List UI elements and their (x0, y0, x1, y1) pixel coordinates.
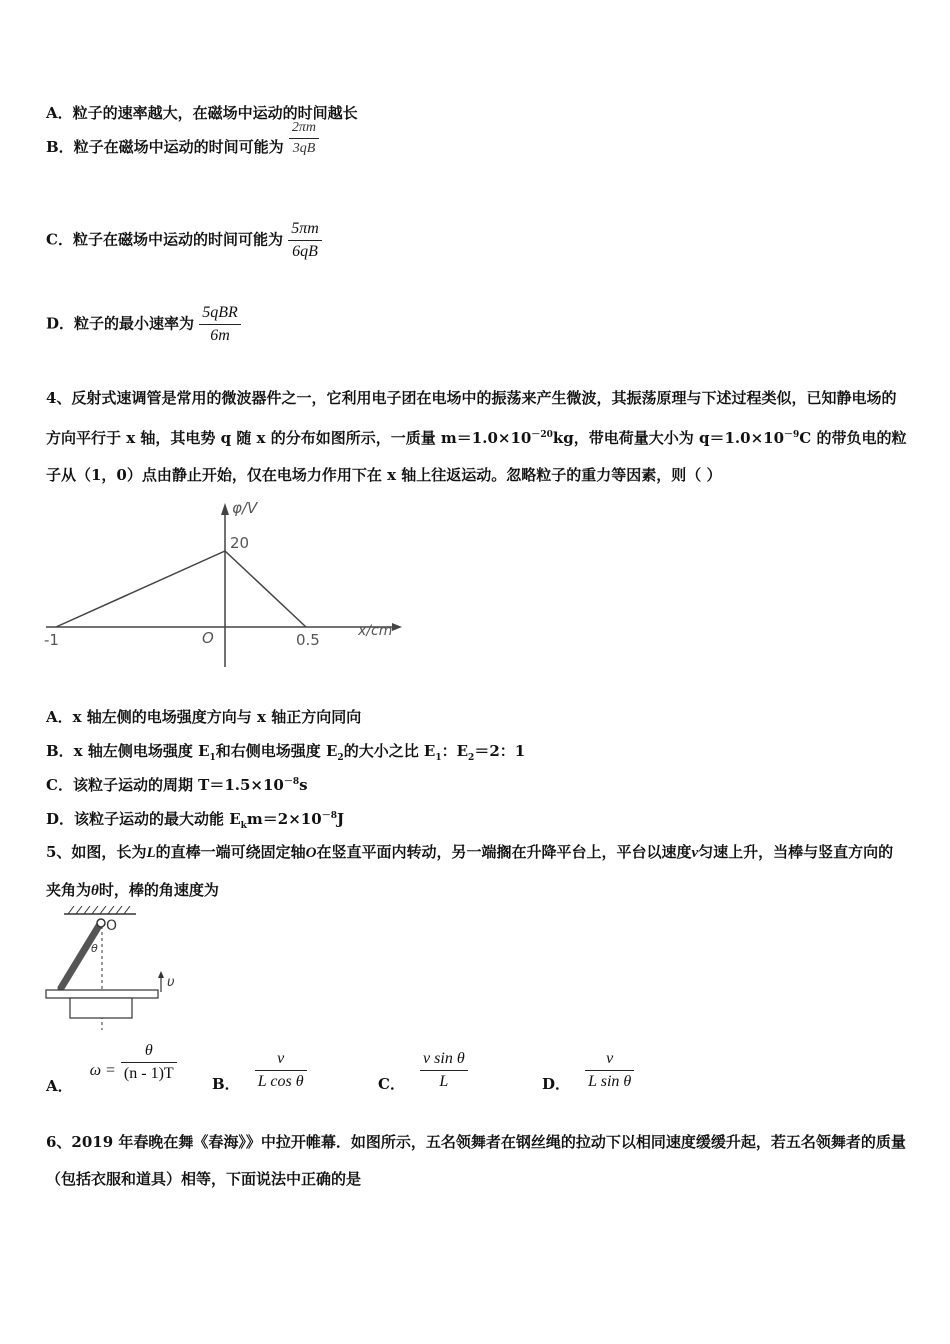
q4-option-c: C．该粒子运动的周期 $T=1.5\times 10^{-8}s$ (46, 776, 308, 794)
q5-option-b (212, 1050, 307, 1091)
q4-option-b: B．x 轴左侧电场强度 $E_1$和右侧电场强度 $E_2$的大小之比 $E_1$：$E_2=2$：1 (46, 742, 526, 763)
q5-option-c (378, 1050, 468, 1091)
pivot-label: O (106, 918, 118, 934)
q4-potential-graph (40, 495, 410, 675)
fraction-numerator: v sin θ (420, 1050, 468, 1071)
q5-option-d-fraction (585, 1050, 634, 1091)
lift-base (70, 998, 132, 1018)
option-label: B． (212, 1075, 240, 1093)
fraction-denominator: 6m (210, 327, 230, 344)
fraction-numerator: v (585, 1050, 634, 1071)
x-axis-arrow-icon (392, 623, 402, 631)
velocity-label: υ (167, 975, 175, 990)
angle-label: θ (91, 942, 98, 955)
fraction-denominator: 6qB (292, 243, 318, 260)
q5-option-c-fraction (420, 1050, 468, 1091)
y-axis-label: φ/V (232, 499, 258, 517)
q3-option-b-text: B．粒子在磁场中运动的时间可能为 (46, 138, 284, 156)
q3-option-b-fraction (289, 120, 319, 157)
fraction-denominator: L (439, 1073, 449, 1090)
origin-label: O (202, 629, 214, 647)
q3-option-c-text: C．粒子在磁场中运动的时间可能为 (46, 230, 283, 249)
omega-symbol: ω = (89, 1062, 116, 1079)
fraction-numerator: θ (121, 1042, 177, 1063)
q5-option-a-fraction (121, 1042, 177, 1083)
q3-option-d (46, 304, 241, 345)
fraction-denominator: (n - 1)T (123, 1065, 174, 1082)
fraction-numerator: 5qBR (199, 304, 241, 325)
potential-curve (56, 551, 306, 627)
q3-option-c-fraction (288, 220, 322, 261)
option-label: D． (542, 1075, 571, 1093)
pivot-icon (97, 919, 105, 927)
fraction-denominator: L cos θ (257, 1073, 304, 1090)
q5-option-d (542, 1050, 634, 1091)
q4-option-d: D．该粒子运动的最大动能 $E_km=2\times 10^{-8}J$ (46, 810, 345, 831)
q5-option-a (46, 1042, 177, 1095)
left-tick-label: -1 (44, 631, 59, 649)
q6-stem: 6、2019 年春晚在舞《春海》》中拉开帷幕．如图所示，五名领舞者在钢丝绳的拉动下以相同速度缓缓升起，若五名领舞者的质量（包括衣服和道具）相等，下面说法中正确的是 (46, 1133, 906, 1188)
q5-stem: 5、如图，长为L的直棒一端可绕固定轴O在竖直平面内转动，另一端搁在升降平台上，平台以速度v匀速上升，当棒与竖直方向的夹角为θ时，棒的角速度为 (46, 843, 894, 899)
fraction-denominator: L sin θ (588, 1073, 632, 1090)
option-label: A． (46, 1077, 73, 1095)
q4-option-a: A．x 轴左侧的电场强度方向与 x 轴正方向同向 (46, 708, 362, 726)
q4-stem: 4、反射式速调管是常用的微波器件之一，它利用电子团在电场中的振荡来产生微波，其振荡原理与下述过程类似，已知静电场的方向平行于 x 轴，其电势 q 随 x 的分布如图所示，一质量 $m=1.0\times 10^{-20}kg$，带电荷量大小为 $q=1.0\times 10^{-9}C$ 的带负电的粒子从（1，0）点由静止开始，仅在电场力作用下在 x 轴上往返运动。忽略粒子的重力等因素，则（ ） (46, 389, 907, 484)
velocity-arrow-icon (158, 971, 164, 978)
q5-rod-figure (40, 906, 200, 1036)
x-axis-label: x/cm (358, 623, 393, 639)
platform (46, 990, 158, 998)
fraction-numerator: 2πm (289, 120, 319, 139)
rod (61, 924, 100, 988)
q3-option-a: A．粒子的速率越大，在磁场中运动的时间越长 (46, 104, 358, 122)
q5-option-b-fraction (255, 1050, 307, 1091)
right-tick-label: 0.5 (296, 631, 320, 649)
q3-option-d-fraction (199, 304, 241, 345)
y-axis-arrow-icon (221, 503, 229, 515)
option-label: C． (378, 1075, 405, 1093)
fraction-numerator: v (255, 1050, 307, 1071)
q3-option-d-text: D．粒子的最小速率为 (46, 314, 195, 333)
peak-label: 20 (230, 534, 250, 552)
fraction-numerator: 5πm (288, 220, 322, 241)
q3-option-c (46, 220, 322, 261)
fraction-denominator: 3qB (292, 140, 316, 156)
